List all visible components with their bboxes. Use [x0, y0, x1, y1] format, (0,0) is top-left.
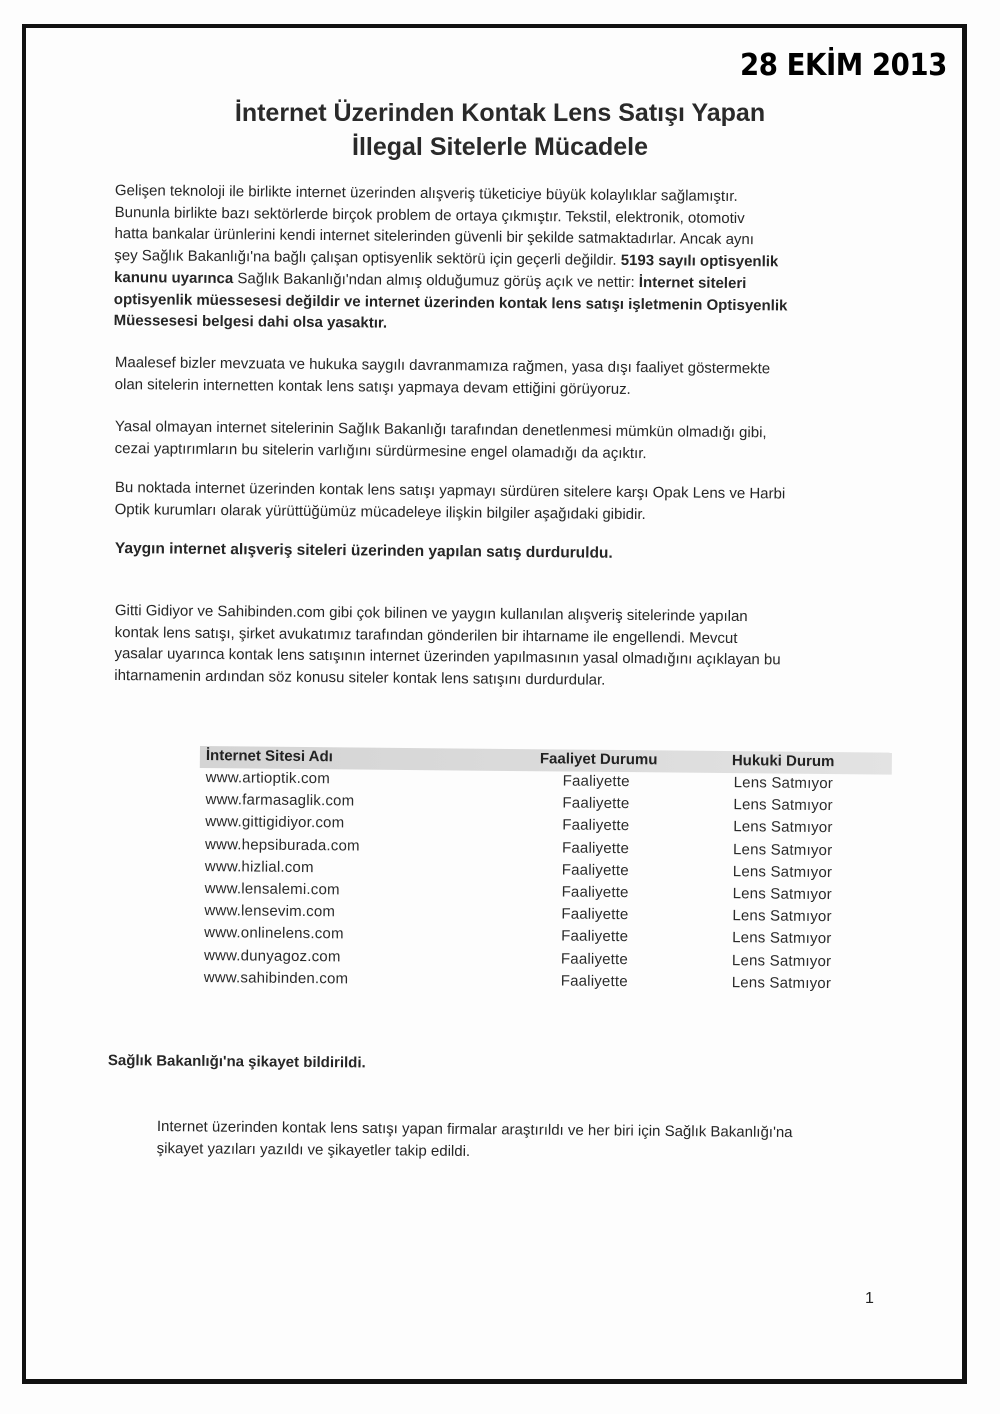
activity-cell: Faaliyette: [561, 883, 629, 902]
text-segment: Sağlık Bakanlığı'ndan almış olduğumuz görüş açık ve nettir:: [233, 269, 639, 291]
text-line: kontak lens satışı, şirket avukatımız tarafından gönderilen bir ihtarname ile engellendi. Mevcut: [114, 623, 738, 647]
activity-cell: Faaliyette: [562, 816, 630, 835]
bold-statement-3: Müessesesi belgesi dahi olsa yasaktır.: [113, 312, 388, 332]
legal-cell: Lens Satmıyor: [731, 973, 832, 992]
text-line: olan sitelerin internetten kontak lens satışı yapmaya devam ettiğini görüyoruz.: [114, 375, 631, 398]
paragraph-5: [114, 600, 875, 694]
paragraph-6: [157, 1116, 887, 1167]
activity-cell: Faaliyette: [560, 972, 628, 990]
site-name-cell: www.dunyagoz.com: [203, 946, 341, 965]
bold-statement-1: İnternet siteleri: [638, 273, 747, 292]
title-line-1: İnternet Üzerinden Kontak Lens Satışı Yapan: [234, 99, 766, 127]
paragraph-3: [115, 416, 855, 467]
activity-cell: Faaliyette: [561, 839, 630, 857]
paragraph-4: [115, 477, 855, 528]
text-segment: şey Sağlık Bakanlığı'na bağlı çalışan optisyenlik sektörü için geçerli değildir.: [114, 247, 617, 269]
header-site-name: İnternet Sitesi Adı: [205, 747, 333, 766]
text-line: yasalar uyarınca kontak lens satışının internet üzerinden yapılmasının yasal olmadığını açıklayan bu: [114, 645, 781, 669]
document-title: [170, 96, 830, 164]
activity-cell: Faaliyette: [561, 861, 629, 879]
legal-cell: Lens Satmıyor: [732, 840, 833, 859]
site-name-cell: www.lensalemi.com: [204, 879, 340, 899]
legal-cell: Lens Satmıyor: [732, 862, 833, 881]
legal-cell: Lens Satmıyor: [733, 818, 833, 837]
site-name-cell: www.gittigidiyor.com: [205, 813, 345, 832]
activity-cell: Faaliyette: [561, 927, 629, 946]
websites-table: [198, 746, 892, 997]
subheading-complaint-filed: Sağlık Bakanlığı'na şikayet bildirildi.: [107, 1052, 366, 1072]
text-line: Yasal olmayan internet sitelerinin Sağlık Bakanlığı tarafından denetlenmesi mümkün olmadığı gibi,: [114, 417, 767, 442]
site-name-cell: www.sahibinden.com: [203, 968, 349, 988]
date-stamp: 28 EKİM 2013: [740, 48, 947, 83]
page-number: 1: [865, 1290, 874, 1307]
activity-cell: Faaliyette: [560, 949, 629, 968]
header-activity-status: Faaliyet Durumu: [539, 750, 658, 769]
site-name-cell: www.onlinelens.com: [204, 924, 344, 943]
site-name-cell: www.lensevim.com: [204, 902, 336, 921]
legal-cell: Lens Satmıyor: [732, 885, 832, 904]
text-line: Internet üzerinden kontak lens satışı yapan firmalar araştırıldı ve her biri için Sağlık Bakanlığı'na: [156, 1117, 793, 1142]
header-legal-status: Hukuki Durum: [731, 752, 835, 771]
table-body: [198, 768, 892, 997]
legal-cell: Lens Satmıyor: [731, 951, 832, 970]
bold-law-reference: 5193 sayılı optisyenlik: [620, 251, 779, 271]
activity-cell: Faaliyette: [562, 794, 630, 813]
legal-cell: Lens Satmıyor: [733, 796, 833, 815]
text-line: Gitti Gidiyor ve Sahibinden.com gibi çok bilinen ve yaygın kullanılan alışveriş sitelerinde yapılan: [114, 601, 748, 626]
legal-cell: Lens Satmıyor: [733, 774, 834, 793]
text-line: cezai yaptırımların bu sitelerin varlığını sürdürmesine engel olamadığı da açıktır.: [114, 439, 647, 462]
bold-statement-2: optisyenlik müessesesi değildir ve internet üzerinden kontak lens satışı işletmenin Optisyenlik: [113, 290, 788, 314]
text-line: ihtarnamenin ardından söz konusu siteler kontak lens satışını durdurdular.: [114, 667, 606, 689]
bold-law-reference-2: kanunu uyarınca: [113, 268, 234, 287]
text-line: Bununla birlikte bazı sektörlerde birçok problem de ortaya çıkmıştır. Tekstil, elektronik, otomotiv: [114, 203, 745, 227]
activity-cell: Faaliyette: [562, 772, 630, 791]
legal-cell: Lens Satmıyor: [732, 929, 832, 948]
text-line: Gelişen teknoloji ile birlikte internet üzerinden alışveriş tüketiciye büyük kolaylıklar sağlamıştır.: [114, 181, 738, 205]
paragraph-2: [115, 352, 855, 403]
subheading-sales-stopped: Yaygın internet alışveriş siteleri üzerinden yapılan satış durduruldu.: [114, 539, 613, 562]
site-name-cell: www.hepsiburada.com: [204, 835, 360, 855]
text-line: Optik kurumları olarak yürüttüğümüz mücadeleye ilişkin bilgiler aşağıdaki gibidir.: [114, 500, 646, 523]
site-name-cell: www.hizlial.com: [204, 857, 314, 876]
legal-cell: Lens Satmıyor: [732, 907, 832, 926]
text-line: hatta bankalar ürünlerini kendi internet sitelerinden güvenli bir şekilde satmaktadırlar. Ancak aynı: [114, 225, 755, 249]
activity-cell: Faaliyette: [561, 905, 629, 924]
text-line: şikayet yazıları yazıldı ve şikayetler takip edildi.: [156, 1139, 471, 1161]
site-name-cell: www.farmasaglik.com: [205, 791, 355, 810]
text-line: Maalesef bizler mevzuata ve hukuka saygılı davranmamıza rağmen, yasa dışı faaliyet göstermekte: [114, 353, 771, 378]
title-line-2: İllegal Sitelerle Mücadele: [352, 133, 648, 161]
text-line: Bu noktada internet üzerinden kontak lens satışı yapmayı sürdüren sitelere karşı Opak Lens ve Harbi: [114, 478, 786, 503]
site-name-cell: www.artioptik.com: [205, 769, 331, 788]
paragraph-intro: [114, 180, 855, 339]
